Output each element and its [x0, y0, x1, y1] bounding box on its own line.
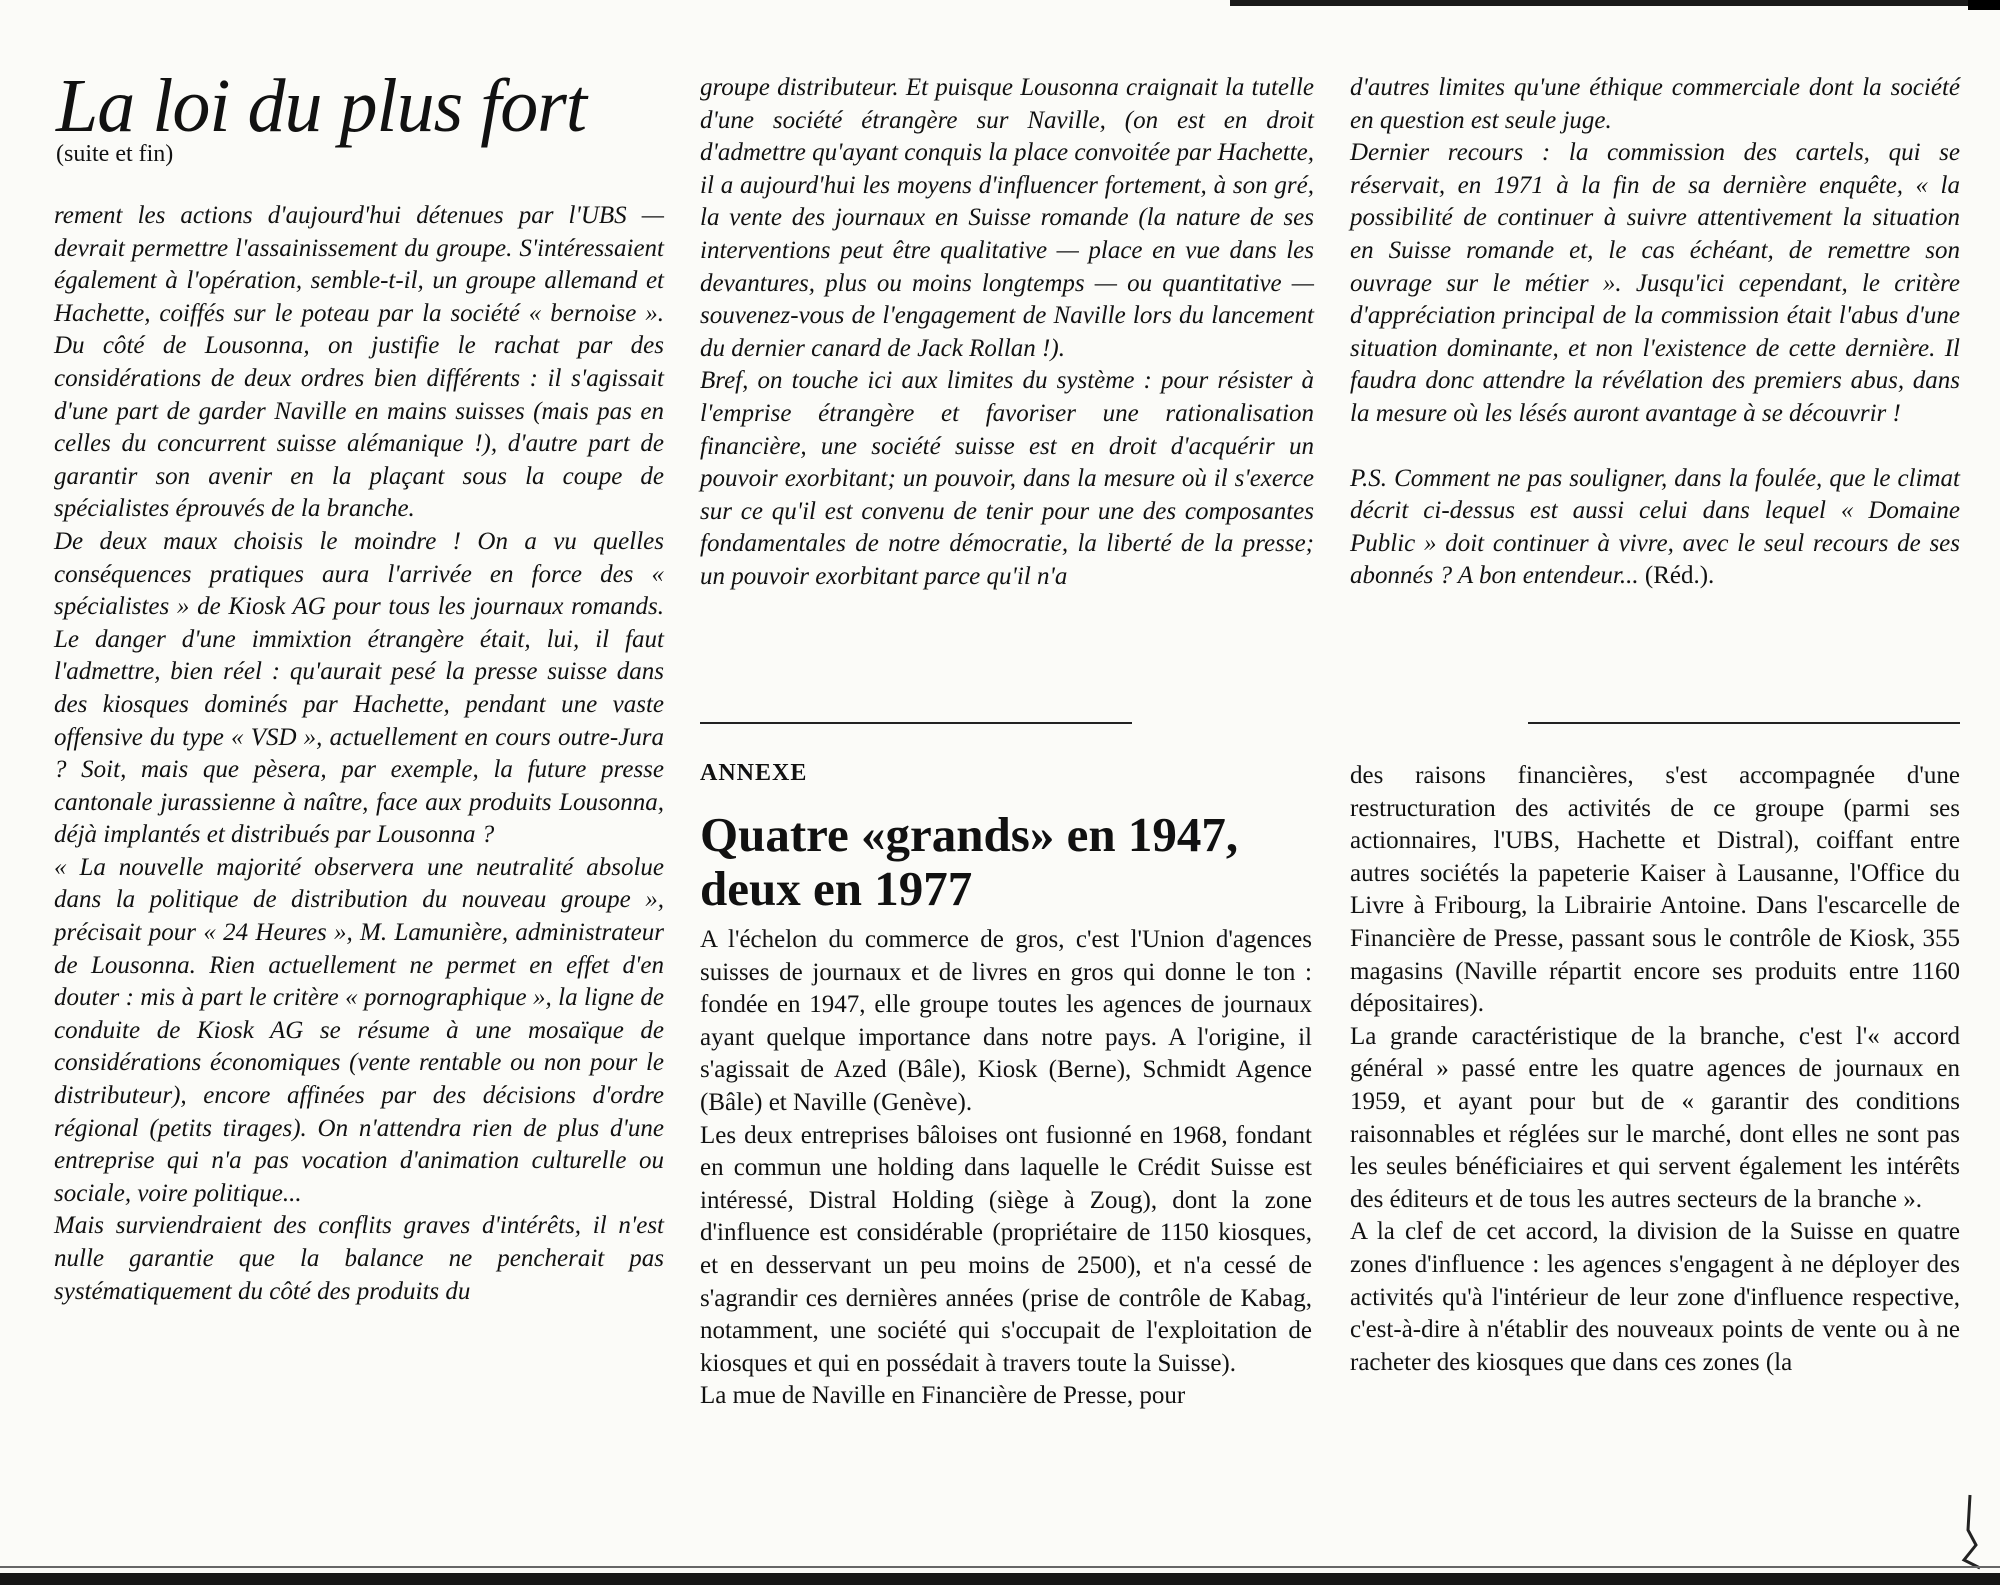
annexe-title: Quatre «grands» en 1947, deux en 1977 [700, 807, 1239, 916]
annexe-column-2 [700, 924, 1312, 1413]
annexe-label: ANNEXE [700, 760, 808, 786]
paragraph: La mue de Naville en Financière de Presse, pour [700, 1382, 1186, 1410]
paragraph: Mais surviendraient des conflits graves d'intérêts, il n'est nulle garantie que la balance ne pencherait pas systématiquement du côté des produits du [54, 1212, 664, 1305]
article-column-2 [700, 72, 1314, 594]
postscript-text: P.S. Comment ne pas souligner, dans la foulée, que le climat décrit ci-dessus est aussi celui dans lequel « Domaine Public » doit continuer à vivre, avec le seul recours de ses abonnés ? A bon entendeur... [1350, 464, 1960, 590]
postscript [1350, 463, 1960, 593]
bottom-thin-rule [0, 1566, 2000, 1568]
column-2-divider [700, 722, 1132, 724]
corner-mark [1968, 0, 2000, 10]
paragraph: De deux maux choisis le moindre ! On a vu quelles conséquences pratiques aura l'arrivée en force des « spécialistes » de Kiosk AG pour tous les journaux romands. Le danger d'une immixtion étrangère était, lui, il faut l'admettre, bien réel : qu'aurait pesé la presse suisse dans des kiosques dominés par Hachette, pendant une vaste offensive du type « VSD », actuellement en cours outre-Jura ? Soit, mais que pèsera, par exemple, la future presse cantonale jurassienne à naître, face aux produits Lousonna, déjà implantés et distribués par Lousonna ? [54, 527, 664, 849]
paragraph: Les deux entreprises bâloises ont fusionné en 1968, fondant en commun une holding dans laquelle le Crédit Suisse est intéressé, Distral Holding (siège à Zoug), dont la zone d'influence est considérable (propriétaire de 1150 kiosques, et en desservant un peu moins de 2500), et n'a cessé de s'agrandir ces dernières années (prise de contrôle de Kabag, notamment, une société qui s'occupait de l'exploitation de kiosques et qui en possédait à travers toute la Suisse). [700, 1121, 1312, 1377]
article-column-1 [54, 200, 664, 1308]
article-column-3 [1350, 72, 1960, 593]
paragraph: A l'échelon du commerce de gros, c'est l'Union d'agences suisses de journaux et de livres en gros qui donne le ton : fondée en 1947, elle groupe toutes les agences de journaux ayant quelque importance dans notre pays. A l'origine, il s'agissait de Azed (Bâle), Kiosk (Berne), Schmidt Agence (Bâle) et Naville (Genève). [700, 926, 1312, 1116]
annexe-column-3 [1350, 760, 1960, 1379]
margin-mark [1950, 1490, 1990, 1570]
paragraph: d'autres limites qu'une éthique commerciale dont la société en question est seule juge. [1350, 74, 1960, 134]
top-border-rule [1230, 0, 2000, 6]
postscript-signature: (Réd.). [1644, 562, 1715, 590]
paragraph: des raisons financières, s'est accompagnée d'une restructuration des activités de ce groupe (parmi ses actionnaires, l'UBS, Hachette et Distral), coiffant entre autres sociétés la papeterie Kaiser à Lausanne, l'Office du Livre à Fribourg, la Librairie Antoine. Dans l'escarcelle de Financière de Presse, passant sous le contrôle de Kiosk, 355 magasins (Naville répartit encore ses produits entre 1160 dépositaires). [1350, 762, 1960, 1018]
paragraph: rement les actions d'aujourd'hui détenues par l'UBS — devrait permettre l'assainissement du groupe. S'intéressaient également à l'opération, semble-t-il, un groupe allemand et Hachette, coiffés sur le poteau par la société « bernoise ». Du côté de Lousonna, on justifie le rachat par des considérations de deux ordres bien différents : il s'agissait d'une part de garder Naville en mains suisses (mais pas en celles du concurrent suisse alémanique !), d'autre part de garantir son avenir en la plaçant sous la coupe de spécialistes éprouvés de la branche. [54, 202, 664, 523]
paragraph: La grande caractéristique de la branche, c'est l'« accord général » passé entre les quatre agences de journaux en 1959, et ayant pour but de « garantir des conditions raisonnables et réglées sur le marché, dont elles ne sont pas les seules bénéficiaires et qui servent également les intérêts des éditeurs et de tous les autres secteurs de la branche ». [1350, 1022, 1960, 1213]
paragraph: Dernier recours : la commission des cartels, qui se réservait, en 1971 à la fin de sa dernière enquête, « la possibilité de continuer à suivre attentivement la situation en Suisse romande et, le cas échéant, de remettre son ouvrage sur le métier ». Jusqu'ici cependant, le critère d'appréciation principal de la commission était l'abus d'une situation dominante, et non l'existence de cette dernière. Il faudra donc attendre la révélation des premiers abus, dans la mesure où les lésés auront avantage à se découvrir ! [1350, 139, 1960, 427]
paragraph: A la clef de cet accord, la division de la Suisse en quatre zones d'influence : les agences s'engagent à ne déployer des activités qu'à l'intérieur de leur zone d'influence respective, c'est-à-dire à n'établir des nouveaux points de vente ou à ne racheter des kiosques que dans ces zones (la [1350, 1218, 1960, 1376]
paragraph: groupe distributeur. Et puisque Lousonna craignait la tutelle d'une société étrangère sur Naville, (on est en droit d'admettre qu'ayant conquis la place convoitée par Hachette, il a aujourd'hui les moyens d'influencer fortement, à son gré, la vente des journaux en Suisse romande (la nature de ses interventions peut être qualitative — place en vue dans les devantures, plus ou moins longtemps — ou quantitative — souvenez-vous de l'engagement de Naville lors du lancement du dernier canard de Jack Rollan !). [700, 74, 1314, 362]
bottom-border-rule [0, 1573, 2000, 1585]
paragraph: Bref, on touche ici aux limites du système : pour résister à l'emprise étrangère et favoriser une rationalisation financière, une société suisse est en droit d'acquérir un pouvoir exorbitant; un pouvoir, dans la mesure où il s'exerce sur ce qu'il est convenu de tenir pour une des composantes fondamentales de notre démocratie, la liberté de la presse; un pouvoir exorbitant parce qu'il n'a [700, 367, 1314, 590]
article-subtitle: (suite et fin) [56, 141, 174, 167]
paragraph: « La nouvelle majorité observera une neutralité absolue dans la politique de distribution du nouveau groupe », précisait pour « 24 Heures », M. Lamunière, administrateur de Lousonna. Rien actuellement ne permet en effet d'en douter : mis à part le critère « pornographique », la ligne de conduite de Kiosk AG se résume à une mosaïque de considérations économiques (vente rentable ou non pour le distributeur), encore affinées par des décisions d'ordre régional (petits tirages). On n'attendra rien de plus d'une entreprise qui n'a pas vocation d'animation culturelle ou sociale, voire politique... [54, 853, 664, 1207]
column-3-divider [1528, 722, 1960, 724]
article-title: La loi du plus fort [56, 64, 586, 148]
